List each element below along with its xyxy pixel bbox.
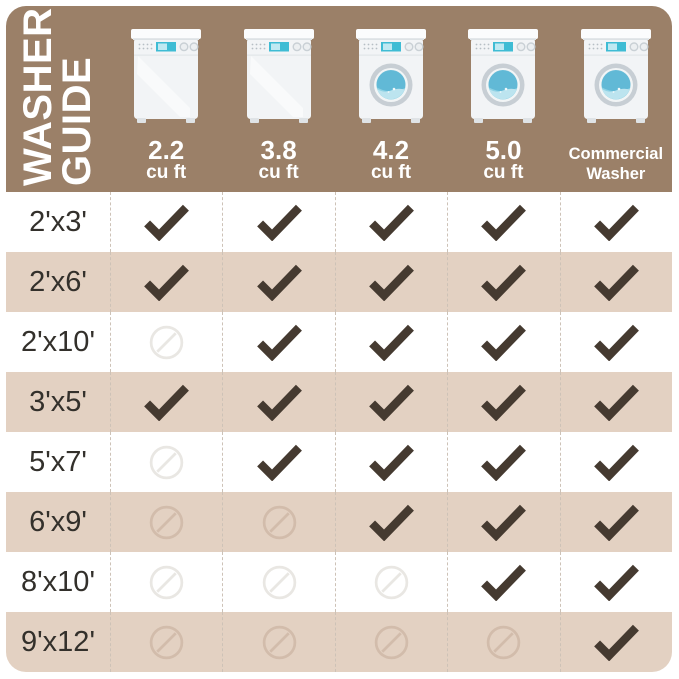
table-row [6, 192, 672, 252]
check-icon [593, 564, 640, 601]
table-row [6, 552, 672, 612]
check-icon [368, 504, 415, 541]
table-cell-washable [560, 372, 672, 432]
table-cell-washable [222, 432, 334, 492]
table-row [6, 372, 672, 432]
check-icon [368, 444, 415, 481]
table-cell-washable [222, 312, 334, 372]
column-unit: cu ft [258, 162, 299, 184]
check-icon [256, 324, 303, 361]
table-cell-washable [447, 252, 559, 312]
column-unit: cu ft [483, 162, 524, 184]
table-cell-washable [560, 612, 672, 672]
rug-size-label: 5'x7' [29, 445, 87, 478]
check-icon [480, 384, 527, 421]
check-icon [593, 264, 640, 301]
check-icon [480, 444, 527, 481]
check-icon [480, 204, 527, 241]
rug-size-label: 2'x3' [29, 205, 87, 238]
column-label [371, 137, 411, 184]
check-icon [593, 504, 640, 541]
table-cell-washable [222, 192, 334, 252]
table-cell-not-washable [335, 552, 447, 612]
check-icon [480, 324, 527, 361]
table-row [6, 432, 672, 492]
table-cell-not-washable [222, 492, 334, 552]
table-cell-not-washable [110, 612, 222, 672]
table-cell-not-washable [447, 612, 559, 672]
table-cell-not-washable [110, 432, 222, 492]
table-row [6, 492, 672, 552]
check-icon [593, 444, 640, 481]
table-cell-washable [560, 312, 672, 372]
check-icon [593, 204, 640, 241]
check-icon [593, 384, 640, 421]
check-icon [368, 264, 415, 301]
table-cell-washable [447, 432, 559, 492]
table-cell-washable [335, 192, 447, 252]
not-allowed-icon [261, 624, 298, 661]
washer-guide-card [6, 6, 672, 672]
column-capacity: 2.2 [148, 135, 185, 166]
table-cell-washable [560, 432, 672, 492]
column-label [483, 137, 523, 184]
check-icon [480, 504, 527, 541]
table-cell-not-washable [222, 552, 334, 612]
top-load-washer-icon [241, 26, 317, 126]
check-icon [256, 384, 303, 421]
column-capacity: 3.8 [260, 135, 297, 166]
not-allowed-icon [148, 444, 185, 481]
check-icon [256, 264, 303, 301]
page-title [6, 6, 110, 192]
table-cell-washable [335, 492, 447, 552]
column-label [259, 137, 299, 184]
table-cell-washable [335, 372, 447, 432]
table-cell-washable [335, 312, 447, 372]
table-cell-washable [222, 372, 334, 432]
table-cell-washable [560, 492, 672, 552]
check-icon [593, 624, 640, 661]
not-allowed-icon [148, 504, 185, 541]
column-capacity: 5.0 [485, 135, 522, 166]
column-label [569, 144, 663, 184]
table-cell-washable [110, 192, 222, 252]
table-cell-not-washable [335, 612, 447, 672]
table-cell-not-washable [110, 552, 222, 612]
table-cell-not-washable [222, 612, 334, 672]
check-icon [593, 324, 640, 361]
table-cell-washable [560, 252, 672, 312]
table-row [6, 252, 672, 312]
rug-size-label: 2'x6' [29, 265, 87, 298]
table-cell-washable [447, 192, 559, 252]
table-cell-washable [447, 492, 559, 552]
check-icon [480, 564, 527, 601]
column-unit: Washer [586, 164, 646, 183]
check-icon [368, 384, 415, 421]
not-allowed-icon [373, 624, 410, 661]
check-icon [143, 264, 190, 301]
check-icon [368, 324, 415, 361]
not-allowed-icon [373, 564, 410, 601]
column-label [146, 137, 186, 184]
front-load-washer-icon [353, 26, 429, 126]
table-cell-not-washable [110, 492, 222, 552]
table-cell-washable [447, 312, 559, 372]
rug-size-label: 9'x12' [21, 625, 95, 658]
column-header-4-2 [335, 6, 447, 192]
rug-size-label: 2'x10' [21, 325, 95, 358]
front-load-washer-icon [578, 26, 654, 126]
rug-size-label: 8'x10' [21, 565, 95, 598]
title-line-2: GUIDE [55, 56, 99, 186]
not-allowed-icon [148, 624, 185, 661]
column-headers [110, 6, 672, 192]
check-icon [480, 264, 527, 301]
column-header-3-8 [222, 6, 334, 192]
table-cell-washable [335, 252, 447, 312]
check-icon [256, 204, 303, 241]
rug-size-label: 6'x9' [29, 505, 87, 538]
check-icon [368, 204, 415, 241]
table-cell-washable [110, 372, 222, 432]
not-allowed-icon [261, 504, 298, 541]
top-load-washer-icon [128, 26, 204, 126]
table-row [6, 312, 672, 372]
not-allowed-icon [148, 324, 185, 361]
front-load-washer-icon [465, 26, 541, 126]
column-header-2-2 [110, 6, 222, 192]
check-icon [143, 204, 190, 241]
table-cell-washable [447, 552, 559, 612]
check-icon [143, 384, 190, 421]
table-cell-washable [335, 432, 447, 492]
not-allowed-icon [261, 564, 298, 601]
column-unit: cu ft [146, 162, 187, 184]
column-header-5-0 [447, 6, 559, 192]
not-allowed-icon [485, 624, 522, 661]
table-cell-washable [447, 372, 559, 432]
not-allowed-icon [148, 564, 185, 601]
title-line-1: WASHER [15, 7, 60, 186]
table-cell-washable [110, 252, 222, 312]
table-row [6, 612, 672, 672]
table-cell-not-washable [110, 312, 222, 372]
rug-size-label: 3'x5' [29, 385, 87, 418]
header [6, 6, 672, 192]
column-capacity: 4.2 [372, 135, 410, 166]
table-cell-washable [560, 192, 672, 252]
column-header-commercial [560, 6, 672, 192]
column-capacity: Commercial [568, 144, 664, 163]
column-unit: cu ft [370, 162, 412, 184]
table-cell-washable [222, 252, 334, 312]
comparison-table [6, 192, 672, 672]
check-icon [256, 444, 303, 481]
table-cell-washable [560, 552, 672, 612]
